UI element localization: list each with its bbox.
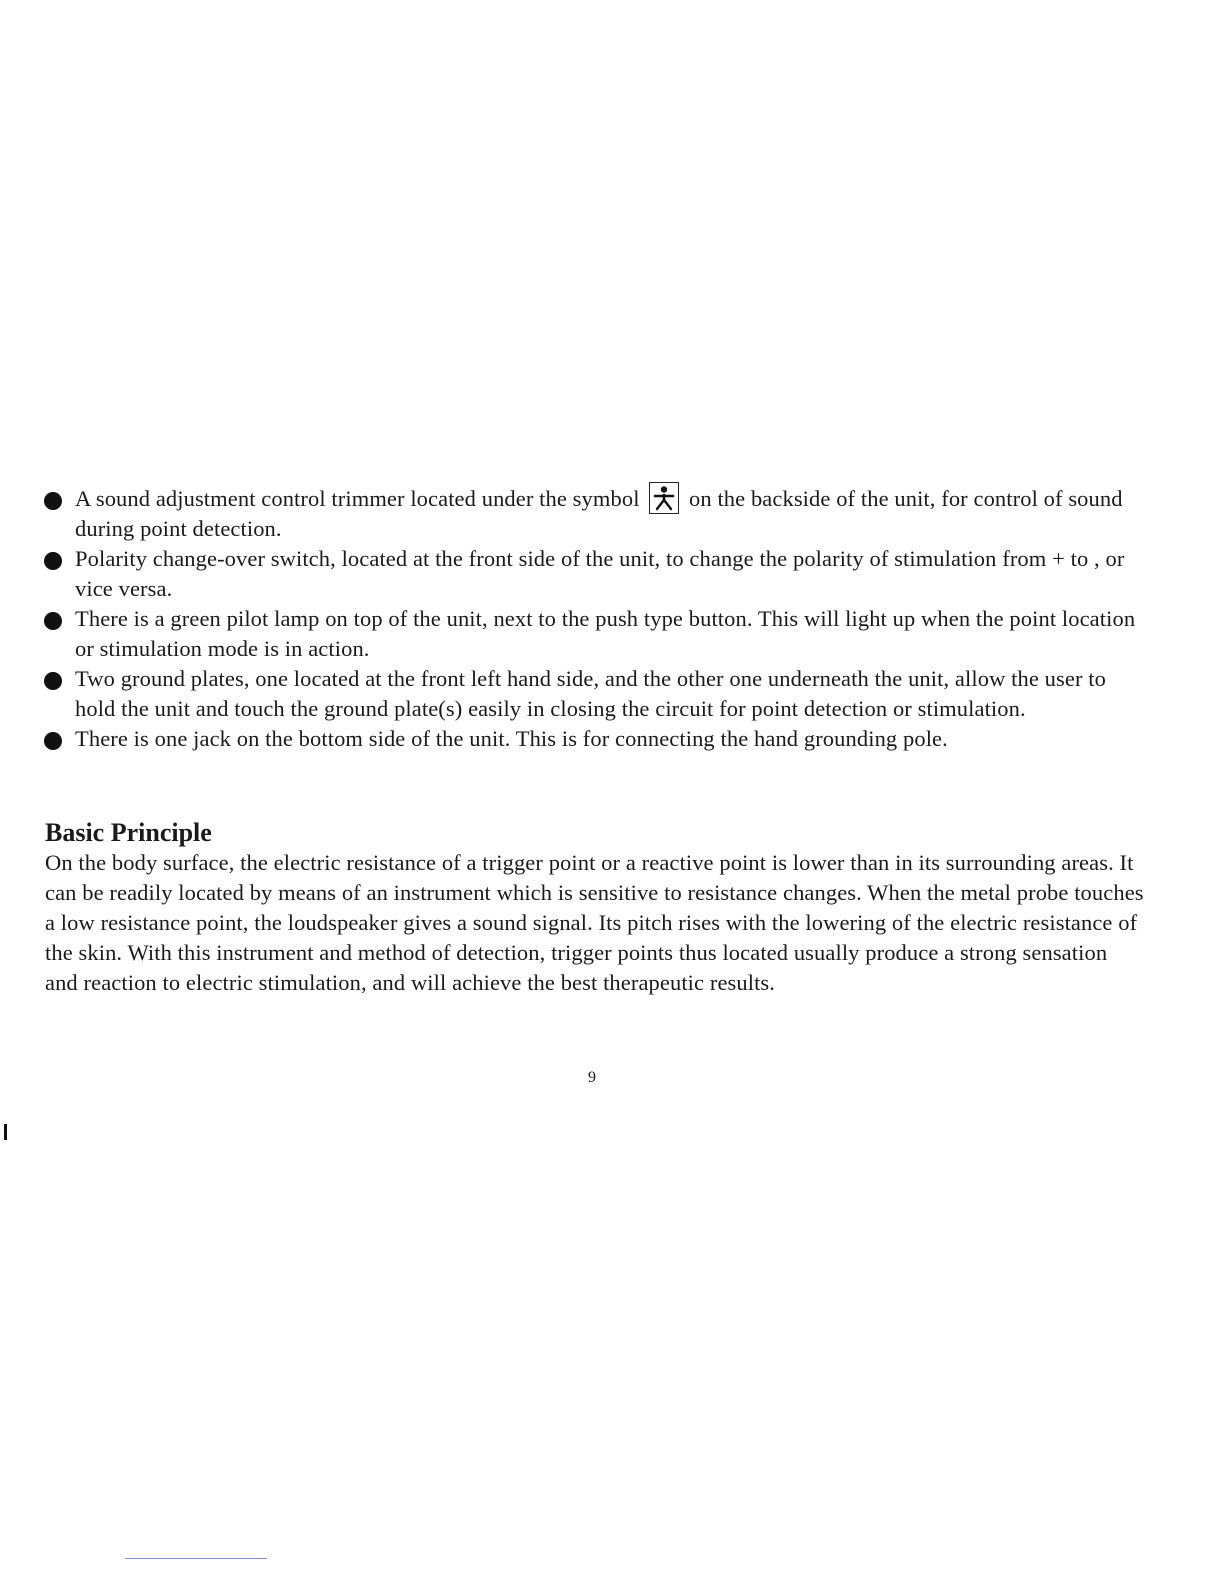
bullet-dot-icon: [44, 732, 62, 750]
bullet-dot-icon: [44, 492, 62, 510]
section-heading-basic-principle: Basic Principle: [45, 818, 212, 847]
bullet-dot-icon: [44, 552, 62, 570]
bullet-item-pilot-lamp: [44, 604, 1144, 664]
bullet-item-ground-plates: [44, 664, 1144, 724]
margin-mark: [4, 1124, 7, 1140]
bottom-rule-divider: [125, 1558, 267, 1559]
page-number: 9: [588, 1069, 596, 1086]
bullet-item-polarity-switch: [44, 544, 1144, 604]
bullet-dot-icon: [44, 672, 62, 690]
basic-principle-paragraph: On the body surface, the electric resistance of a trigger point or a reactive point is lower than in its surrounding areas. It can be readily located by means of an instrument which is sensitive to resistance changes. When the metal probe touches a low resistance point, the loudspeaker gives a sound signal. Its pitch rises with the lowering of the electric resistance of the skin. With this instrument and method of detection, trigger points thus located usually produce a strong sensation and reaction to electric stimulation, and will achieve the best therapeutic results.: [45, 850, 1144, 995]
person-standing-icon: [649, 482, 679, 514]
bullet-dot-icon: [44, 612, 62, 630]
bullet-text-continued: on the backside of the unit, for control of sound during point detection.: [75, 486, 1123, 541]
bullet-text: Two ground plates, one located at the front left hand side, and the other one underneath the unit, allow the user to hold the unit and touch the ground plate(s) easily in closing the circuit for point detection or stimulation.: [75, 666, 1106, 721]
bullet-text: There is a green pilot lamp on top of the unit, next to the push type button. This will light up when the point location or stimulation mode is in action.: [75, 606, 1136, 661]
bullet-text: A sound adjustment control trimmer located under the symbol: [75, 486, 640, 511]
bullet-item-jack: [44, 724, 1144, 754]
feature-bullet-list: [44, 484, 1144, 754]
bullet-text: There is one jack on the bottom side of the unit. This is for connecting the hand grounding pole.: [75, 726, 948, 751]
bullet-text: Polarity change-over switch, located at the front side of the unit, to change the polarity of stimulation from + to , or vice versa.: [75, 546, 1125, 601]
bullet-item-sound-trimmer: [44, 484, 1144, 544]
